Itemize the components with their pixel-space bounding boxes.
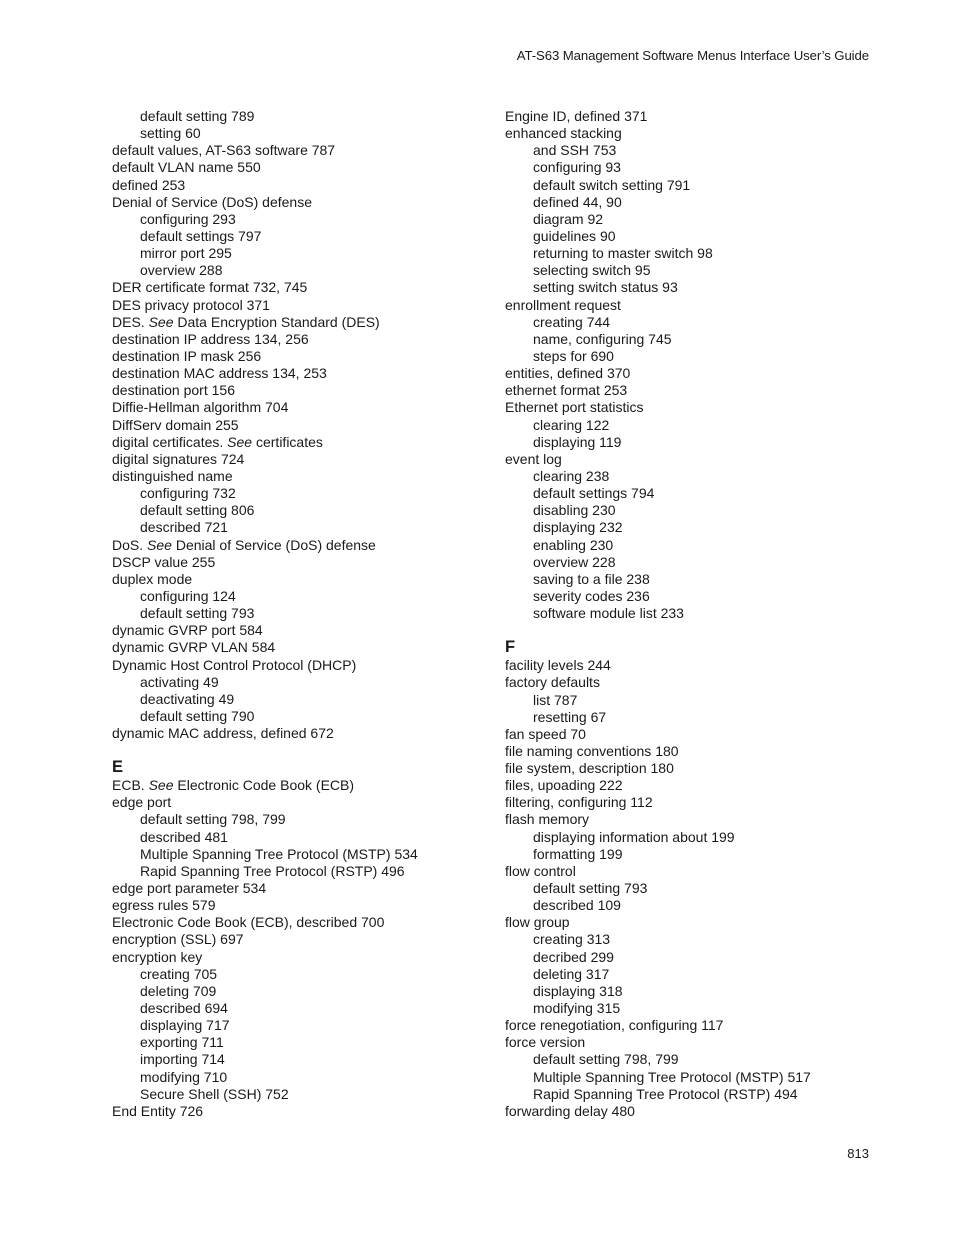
index-entry: edge port parameter 534 [112,880,267,897]
index-subentry: formatting 199 [533,845,623,862]
index-subentry: returning to master switch 98 [533,245,713,262]
index-subentry: default switch setting 791 [533,176,691,193]
index-entry: facility levels 244 [505,657,611,674]
index-entry [112,537,512,554]
see-reference: See [147,536,172,553]
index-entry: End Entity 726 [112,1102,204,1119]
entry-text: ECB. [112,777,149,794]
entry-text: DoS. [112,536,148,553]
index-entry: edge port [112,794,172,811]
index-subentry: Rapid Spanning Tree Protocol (RSTP) 496 [140,862,405,879]
index-subentry: deleting 709 [140,982,217,999]
index-subentry: default setting 790 [140,707,255,724]
index-subentry: guidelines 90 [533,227,616,244]
index-subentry: list 787 [533,691,578,708]
index-entry [112,777,512,794]
index-subentry: deactivating 49 [140,690,235,707]
index-subentry: and SSH 753 [533,142,617,159]
index-entry: DES privacy protocol 371 [112,296,270,313]
index-subentry: configuring 124 [140,587,236,604]
index-subentry: enabling 230 [533,536,614,553]
index-subentry: default setting 798, 799 [140,811,286,828]
index-entry [112,314,512,331]
index-entry: fan speed 70 [505,725,586,742]
see-target: Denial of Service (DoS) defense [171,536,376,553]
index-subentry: overview 288 [140,262,223,279]
index-entry: destination IP address 134, 256 [112,330,309,347]
index-entry: dynamic GVRP port 584 [112,622,263,639]
index-entry: defined 253 [112,176,186,193]
index-subentry: modifying 710 [140,1068,228,1085]
index-entry: dynamic MAC address, defined 672 [112,725,334,742]
index-subentry: activating 49 [140,673,219,690]
index-subentry: Multiple Spanning Tree Protocol (MSTP) 534 [140,845,418,862]
index-subentry: configuring 93 [533,159,621,176]
index-subentry: displaying 717 [140,1017,230,1034]
index-subentry: Rapid Spanning Tree Protocol (RSTP) 494 [533,1085,798,1102]
see-reference: See [227,433,253,450]
section-letter-heading: F [505,638,516,657]
index-subentry: importing 714 [140,1051,225,1068]
index-entry: Ethernet port statistics [505,399,644,416]
index-subentry: default setting 789 [140,108,255,124]
index-subentry: displaying 119 [533,433,622,450]
see-target: Electronic Code Book (ECB) [173,777,355,794]
see-target: Data Encryption Standard (DES) [173,313,380,330]
index-entry: file system, description 180 [505,760,674,777]
index-entry: files, upoading 222 [505,777,623,794]
index-subentry: default setting 793 [140,605,255,622]
index-subentry: described 721 [140,519,228,536]
index-subentry: mirror port 295 [140,245,232,262]
index-entry: encryption (SSL) 697 [112,931,244,948]
index-subentry: resetting 67 [533,708,607,725]
index-subentry: configuring 732 [140,485,236,502]
index-entry: Engine ID, defined 371 [505,108,648,124]
index-entry: enhanced stacking [505,125,622,142]
index-subentry: creating 313 [533,931,611,948]
index-subentry: described 481 [140,828,228,845]
entry-text: digital certificates. [112,433,228,450]
index-subentry: exporting 711 [140,1034,224,1051]
index-entry: entities, defined 370 [505,365,631,382]
index-entry: digital signatures 724 [112,450,245,467]
see-reference: See [148,777,174,794]
index-subentry: creating 705 [140,965,218,982]
entry-text: DES. [112,313,149,330]
index-entry: dynamic GVRP VLAN 584 [112,639,276,656]
index-subentry: setting 60 [140,125,201,142]
index-subentry: default setting 798, 799 [533,1051,679,1068]
index-subentry: configuring 293 [140,210,236,227]
index-entry: filtering, configuring 112 [505,794,653,811]
index-entry: default VLAN name 550 [112,159,261,176]
index-entry: force version [505,1034,586,1051]
index-subentry: saving to a file 238 [533,570,650,587]
index-subentry: selecting switch 95 [533,262,651,279]
index-subentry: steps for 690 [533,347,614,364]
index-entry: enrollment request [505,296,621,313]
section-letter-heading: E [112,758,124,777]
index-entry: Diffie-Hellman algorithm 704 [112,399,289,416]
see-reference: See [148,313,174,330]
index-subentry: Multiple Spanning Tree Protocol (MSTP) 517 [533,1068,811,1085]
index-subentry: described 694 [140,1000,228,1017]
index-subentry: clearing 122 [533,416,610,433]
see-target: certificates [252,433,323,450]
index-entry: destination IP mask 256 [112,347,262,364]
index-column-right [505,108,905,1120]
index-subentry: deleting 317 [533,965,610,982]
index-column-left [112,108,512,1120]
index-entry: flow control [505,862,576,879]
index-subentry: diagram 92 [533,210,604,227]
index-entry: Electronic Code Book (ECB), described 700 [112,914,385,931]
index-subentry: displaying 232 [533,519,623,536]
index-subentry: modifying 315 [533,1000,621,1017]
index-subentry: disabling 230 [533,502,616,519]
index-subentry: default settings 794 [533,485,655,502]
page-number: 813 [847,1146,869,1161]
index-entry: encryption key [112,948,203,965]
index-subentry: default setting 806 [140,502,255,519]
index-entry: DSCP value 255 [112,553,216,570]
index-subentry: displaying 318 [533,982,623,999]
index-subentry: Secure Shell (SSH) 752 [140,1085,289,1102]
index-subentry: overview 228 [533,553,616,570]
index-subentry: displaying information about 199 [533,828,735,845]
index-entry: destination MAC address 134, 253 [112,365,327,382]
index-entry: Denial of Service (DoS) defense [112,193,312,210]
index-subentry: clearing 238 [533,467,610,484]
index-entry: event log [505,450,562,467]
index-subentry: name, configuring 745 [533,330,672,347]
index-entry: DER certificate format 732, 745 [112,279,308,296]
index-entry: duplex mode [112,570,193,587]
index-subentry: severity codes 236 [533,587,650,604]
index-entry: destination port 156 [112,382,235,399]
index-entry: egress rules 579 [112,897,216,914]
index-subentry: default setting 793 [533,880,648,897]
index-entry: DiffServ domain 255 [112,416,239,433]
index-entry: factory defaults [505,674,600,691]
index-entry: file naming conventions 180 [505,742,679,759]
index-entry: default values, AT-S63 software 787 [112,142,336,159]
index-entry: force renegotiation, configuring 117 [505,1017,724,1034]
index-entry: distinguished name [112,467,233,484]
index-subentry: default settings 797 [140,227,262,244]
index-subentry: decribed 299 [533,948,614,965]
index-entry: flow group [505,914,570,931]
index-entry: flash memory [505,811,590,828]
index-subentry: creating 744 [533,313,611,330]
running-header: AT-S63 Management Software Menus Interface User’s Guide [516,48,869,63]
index-entry [112,434,512,451]
index-entry: ethernet format 253 [505,382,628,399]
index-subentry: defined 44, 90 [533,193,622,210]
index-entry: forwarding delay 480 [505,1102,635,1119]
index-subentry: setting switch status 93 [533,279,678,296]
index-subentry: software module list 233 [533,605,684,622]
index-subentry: described 109 [533,897,621,914]
index-entry: Dynamic Host Control Protocol (DHCP) [112,656,357,673]
